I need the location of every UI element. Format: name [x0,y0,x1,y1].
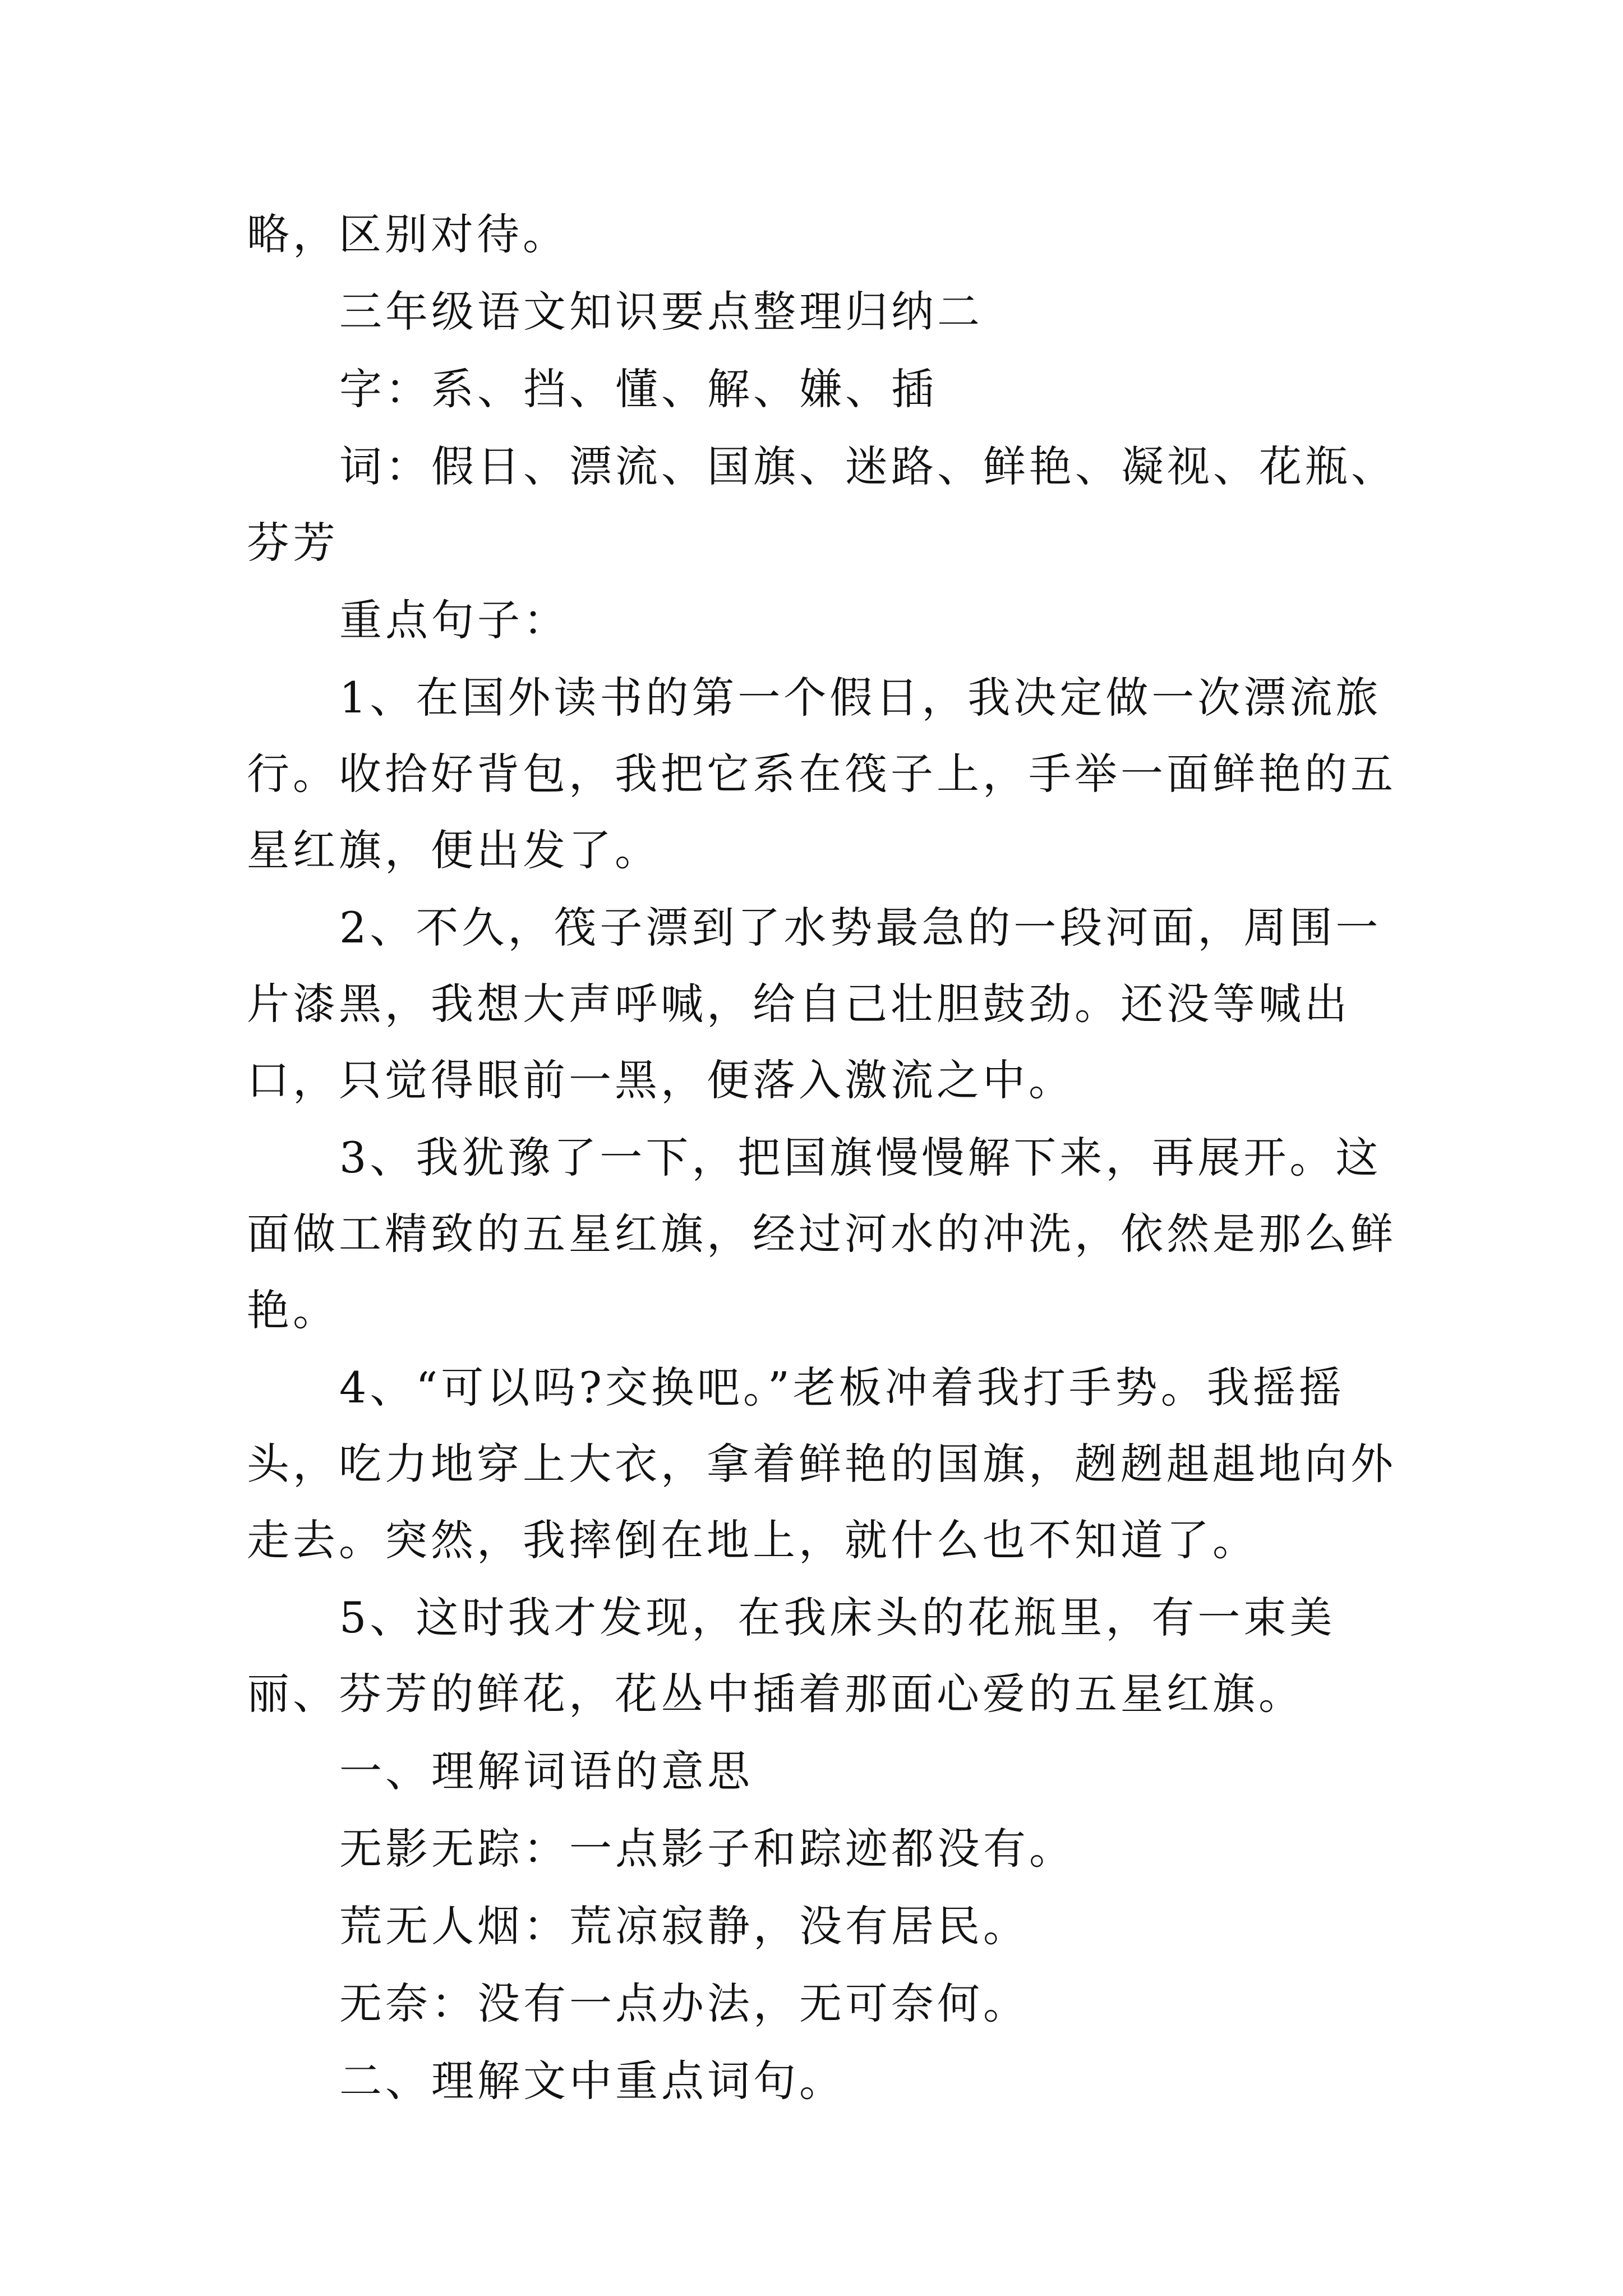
part-one-heading: 一、理解词语的意思 [339,1746,753,1796]
section-title: 三年级语文知识要点整理归纳二 [339,287,983,337]
words-line: 词：假日、漂流、国旗、迷路、鲜艳、凝视、花瓶、芬芳 [247,441,1397,568]
characters-line: 字：系、挡、懂、解、嫌、插 [339,364,937,414]
key-sentences-heading: 重点句子： [339,595,569,645]
key-sentence-4: 4、“可以吗?交换吧。”老板冲着我打手势。我摇摇头，吃力地穿上大衣，拿着鲜艳的国旗，趔趔趄趄地向外走去。突然，我摔倒在地上，就什么也不知道了。 [247,1363,1396,1565]
definition-1: 无影无踪：一点影子和踪迹都没有。 [339,1824,1075,1874]
key-sentence-1: 1、在国外读书的第一个假日，我决定做一次漂流旅行。收拾好背包，我把它系在筏子上，手举一面鲜艳的五星红旗，便出发了。 [247,673,1396,875]
key-sentence-3: 3、我犹豫了一下，把国旗慢慢解下来，再展开。这面做工精致的五星红旗，经过河水的冲洗，依然是那么鲜艳。 [247,1133,1396,1335]
definition-3: 无奈：没有一点办法，无可奈何。 [339,1978,1029,2028]
definition-2: 荒无人烟：荒凉寂静，没有居民。 [339,1901,1029,1951]
key-sentence-2: 2、不久，筏子漂到了水势最急的一段河面，周围一片漆黑，我想大声呼喊，给自己壮胆鼓劲。还没等喊出口，只觉得眼前一黑，便落入激流之中。 [247,903,1382,1105]
document-body [247,196,1419,2120]
part-two-heading: 二、理解文中重点词句。 [339,2056,845,2106]
key-sentence-5: 5、这时我才发现，在我床头的花瓶里，有一束美丽、芬芳的鲜花，花丛中插着那面心爱的五星红旗。 [247,1593,1336,1719]
paragraph-continuation: 略，区别对待。 [247,209,569,259]
